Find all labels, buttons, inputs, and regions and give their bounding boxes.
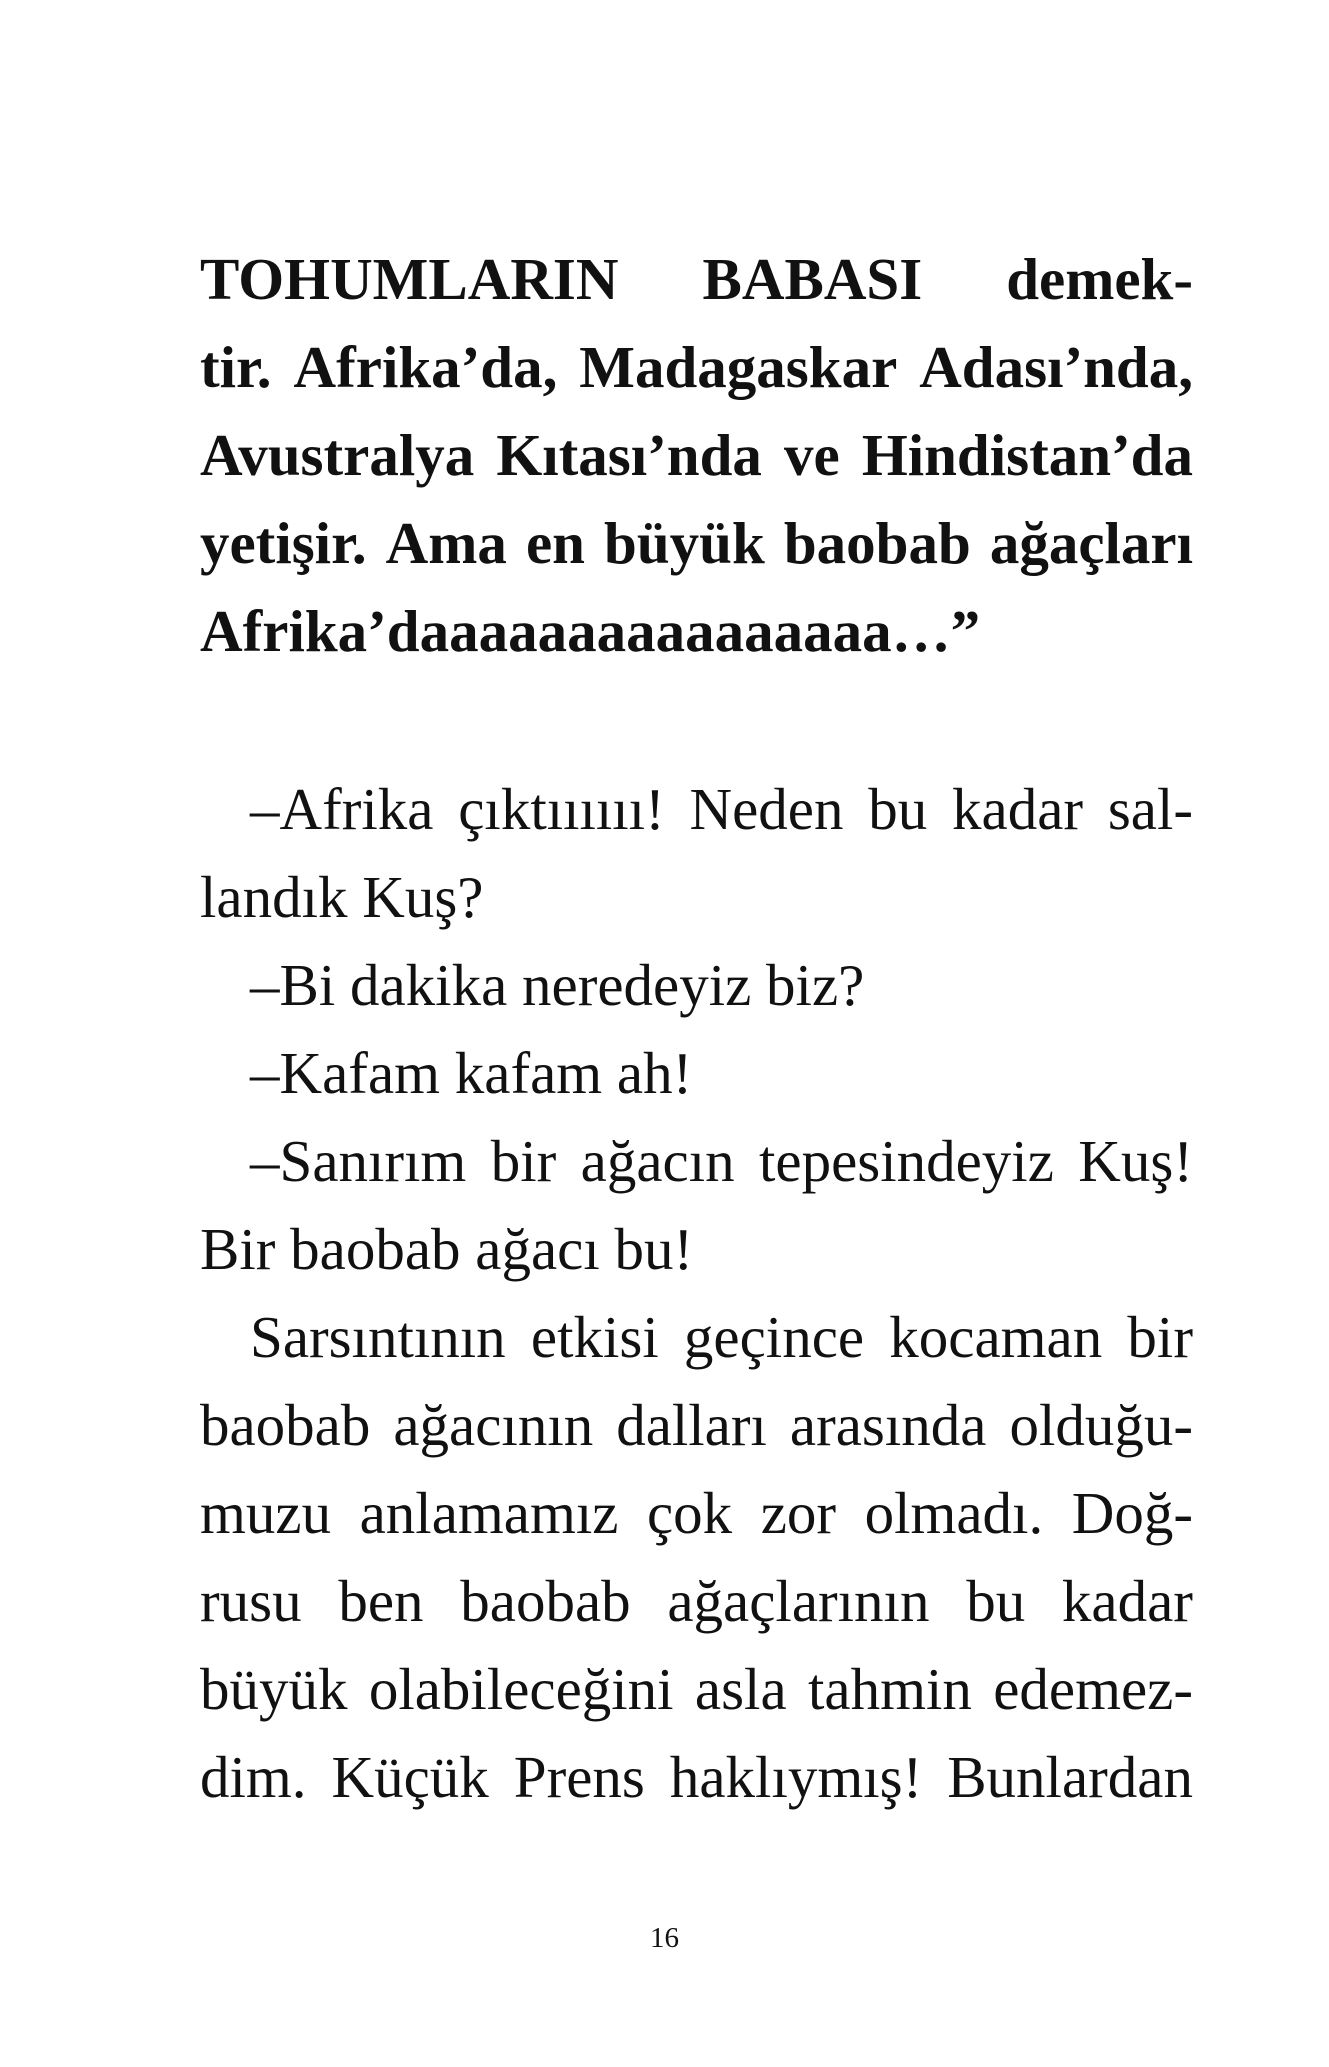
text-line: Bir baobab ağacı bu! xyxy=(200,1216,694,1282)
text-line: TOHUMLARIN BABASI demek- xyxy=(200,246,1193,312)
text-line: yetişir. Ama en büyük baobab ağaçları xyxy=(200,510,1193,576)
text-line: –Kafam kafam ah! xyxy=(250,1040,693,1106)
text-line: landık Kuş? xyxy=(200,864,484,930)
text-line: –Sanırım bir ağacın tepesindeyiz Kuş! xyxy=(250,1128,1193,1194)
text-line: –Afrika çıktıııııı! Neden bu kadar sal- xyxy=(250,776,1193,842)
text-line: Sarsıntının etkisi geçince kocaman bir xyxy=(250,1304,1193,1370)
text-line: baobab ağacının dalları arasında olduğu- xyxy=(200,1392,1193,1458)
text-line: Avustralya Kıtası’nda ve Hindistan’da xyxy=(200,422,1193,488)
text-line: büyük olabileceğini asla tahmin edemez- xyxy=(200,1656,1193,1722)
text-line: tir. Afrika’da, Madagaskar Adası’nda, xyxy=(200,334,1193,400)
text-line: dim. Küçük Prens haklıymış! Bunlardan xyxy=(200,1744,1193,1810)
page-number: 16 xyxy=(650,1922,679,1954)
text-line: –Bi dakika neredeyiz biz? xyxy=(250,952,865,1018)
text-line: Afrika’daaaaaaaaaaaaaaaa…” xyxy=(200,598,981,664)
text-line: rusu ben baobab ağaçlarının bu kadar xyxy=(200,1568,1193,1634)
text-line: muzu anlamamız çok zor olmadı. Doğ- xyxy=(200,1480,1193,1546)
